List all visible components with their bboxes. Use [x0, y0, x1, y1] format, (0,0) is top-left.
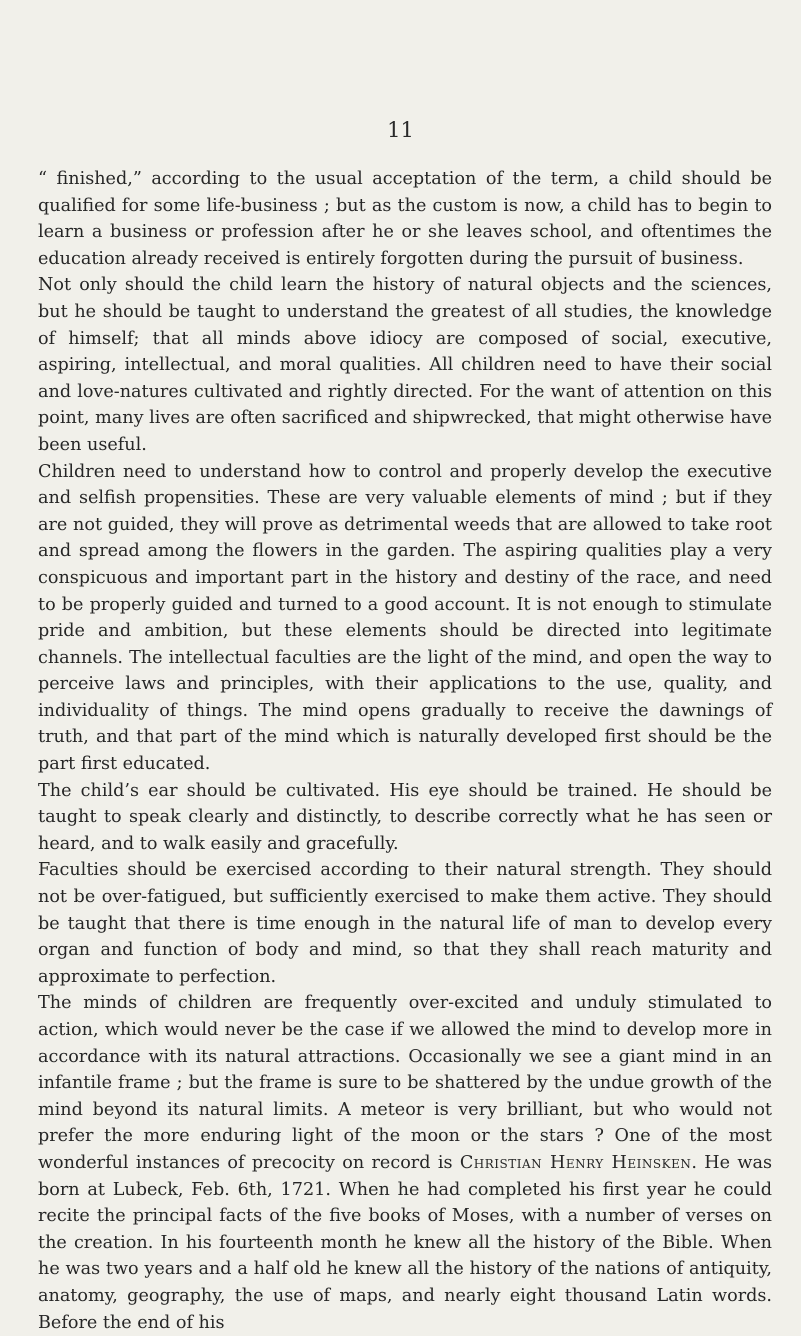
precocity-text-after: . He was born at Lubeck, Feb. 6th, 1721. When he had completed his first year he could recite the principal facts of the five books of Moses, with a number of verses on the creation. In his fourteenth month he knew all the history of the Bible. When he was two years and a half old he knew all the history of the nations of antiquity, anatomy, geography, the use of maps, and nearly eight thousand Latin words. Before the end of his — [38, 1152, 772, 1333]
precocity-text-before: The minds of children are frequently over-excited and unduly stimulated to action, which would never be the case if we allowed the mind to develop more in accordance with its natural attractions. Occasionally we see a giant mind in an infantile frame ; but the frame is sure to be shattered by the undue growth of the mind beyond its natural limits. A meteor is very brilliant, but who would not prefer the more enduring light of the moon or the stars ? One of the most wonderful instances of precocity on record is — [38, 993, 772, 1173]
paragraph-senses: The child’s ear should be cultivated. His eye should be trained. He should be taught to speak clearly and distinctly, to describe correctly what he has seen or heard, and to walk easily and gracefully. — [38, 780, 772, 854]
person-name: Christian Henry Heinsken — [459, 1152, 692, 1173]
paragraph-precocity — [38, 990, 772, 1336]
paragraph-finished: “ finished,” according to the usual acceptation of the term, a child should be qualified for some life-business ; but as the custom is now, a child has to begin to learn a business or profession after he or she leaves school, and oftentimes the education already received is entirely forgotten during the pursuit of business. — [38, 169, 772, 269]
paragraph-self-knowledge: Not only should the child learn the history of natural objects and the sciences, but he should be taught to understand the greatest of all studies, the knowledge of himself; that all minds above idiocy are composed of social, executive, aspiring, intellectual, and moral qualities. All children need to have their social and love-natures cultivated and rightly directed. For the want of attention on this point, many lives are often sacrificed and shipwrecked, that might otherwise have been useful. — [38, 275, 773, 455]
body-text — [38, 166, 772, 1336]
paragraph-faculties: Faculties should be exercised according to their natural strength. They should not be over-fatigued, but sufficiently exercised to make them active. They should be taught that there is time enough in the natural life of man to develop every organ and function of body and mind, so that they shall reach maturity and approximate to perfection. — [38, 860, 772, 987]
paragraph-propensities: Children need to understand how to control and properly develop the executive and selfish propensities. These are very valuable elements of mind ; but if they are not guided, they will prove as detrimental weeds that are allowed to take root and spread among the flowers in the garden. The aspiring qualities play a very conspicuous and important part in the history and destiny of the race, and need to be properly guided and turned to a good account. It is not enough to stimulate pride and ambition, but these elements should be directed into legitimate channels. The intellectual faculties are the light of the mind, and open the way to perceive laws and principles, with their applications to the use, quality, and individuality of things. The mind opens gradually to receive the dawnings of truth, and that part of the mind which is naturally developed first should be the part first educated. — [38, 461, 772, 775]
page-number: 11 — [387, 118, 414, 142]
